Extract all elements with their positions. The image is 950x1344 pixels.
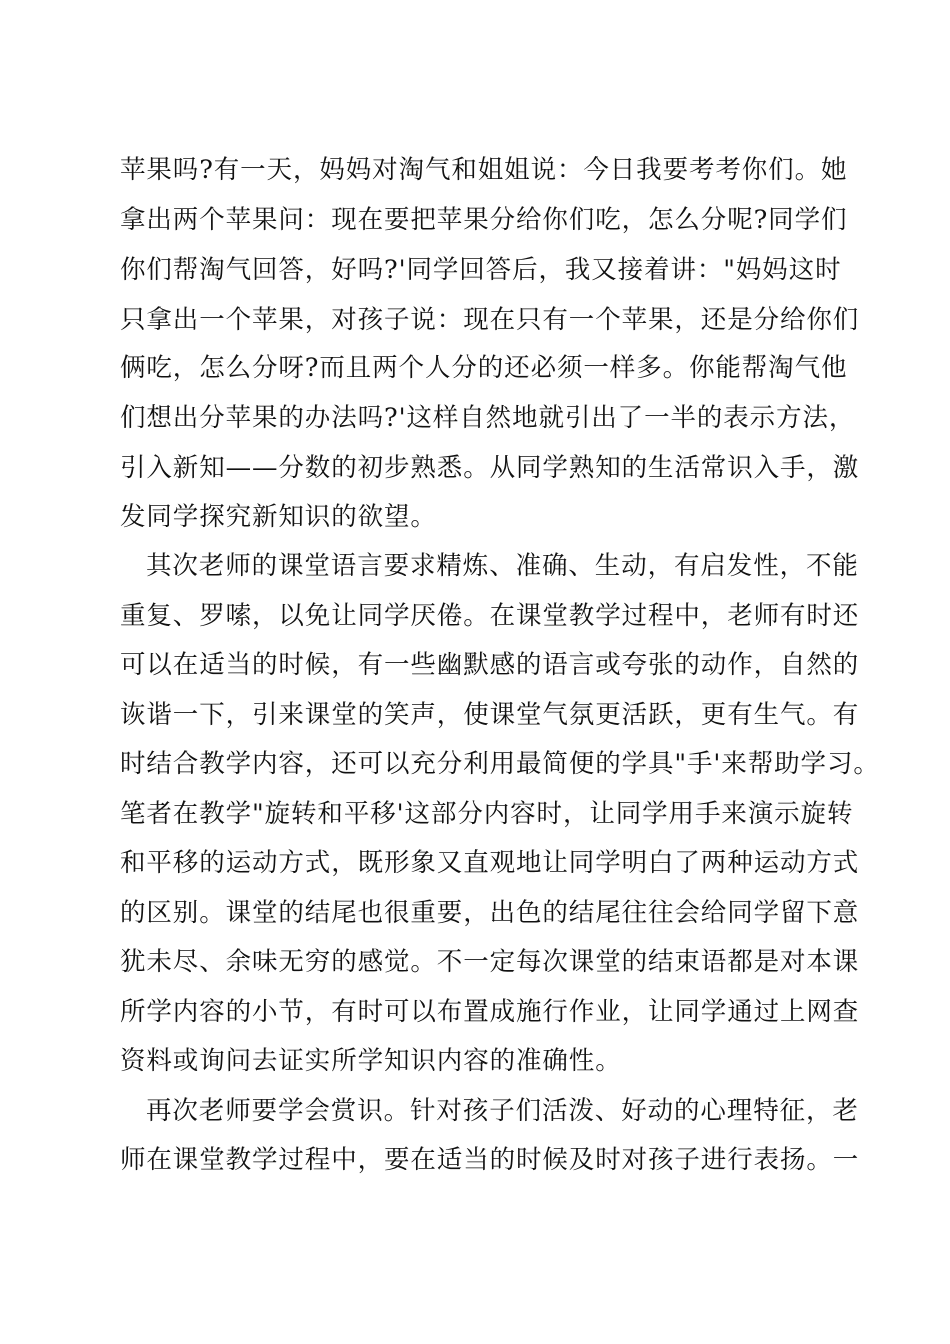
- text-line: 资料或询问去证实所学知识内容的准确性。: [120, 1046, 622, 1076]
- text-line: 笔者在教学"旋转和平移'这部分内容时，让同学用手来演示旋转: [120, 799, 854, 829]
- text-line: 引入新知——分数的初步熟悉。从同学熟知的生活常识入手，激: [120, 453, 860, 483]
- paragraph-first-line: 再次老师要学会赏识。针对孩子们活泼、好动的心理特征，老: [146, 1096, 859, 1126]
- text-line: 只拿出一个苹果，对孩子说：现在只有一个苹果，还是分给你们: [120, 305, 860, 335]
- text-line: 俩吃，怎么分呀?而且两个人分的还必须一样多。你能帮淘气他: [120, 353, 848, 383]
- paragraph-first-line: 其次老师的课堂语言要求精炼、准确、生动，有启发性，不能: [146, 551, 859, 581]
- text-line: 你们帮淘气回答，好吗?'同学回答后，我又接着讲："妈妈这时: [120, 255, 842, 285]
- text-line: 所学内容的小节，有时可以布置成施行作业，让同学通过上网查: [120, 997, 860, 1027]
- text-line: 师在课堂教学过程中，要在适当的时候及时对孩子进行表扬。一: [120, 1145, 860, 1175]
- text-line: 拿出两个苹果问：现在要把苹果分给你们吃，怎么分呢?同学们: [120, 205, 848, 235]
- text-line: 重复、罗嗦，以免让同学厌倦。在课堂教学过程中，老师有时还: [120, 601, 860, 631]
- text-line: 发同学探究新知识的欲望。: [120, 502, 437, 532]
- text-line: 犹未尽、余味无穷的感觉。不一定每次课堂的结束语都是对本课: [120, 947, 860, 977]
- text-line: 苹果吗?有一天，妈妈对淘气和姐姐说：今日我要考考你们。她: [120, 155, 848, 185]
- text-line: 们想出分苹果的办法吗?'这样自然地就引出了一半的表示方法，: [120, 403, 856, 433]
- text-line: 诙谐一下，引来课堂的笑声，使课堂气氛更活跃，更有生气。有: [120, 700, 860, 730]
- text-line: 时结合教学内容，还可以充分利用最简便的学具"手'来帮助学习。: [120, 749, 880, 779]
- text-line: 可以在适当的时候，有一些幽默感的语言或夸张的动作，自然的: [120, 650, 860, 680]
- text-line: 的区别。课堂的结尾也很重要，出色的结尾往往会给同学留下意: [120, 898, 860, 928]
- text-line: 和平移的运动方式，既形象又直观地让同学明白了两种运动方式: [120, 848, 860, 878]
